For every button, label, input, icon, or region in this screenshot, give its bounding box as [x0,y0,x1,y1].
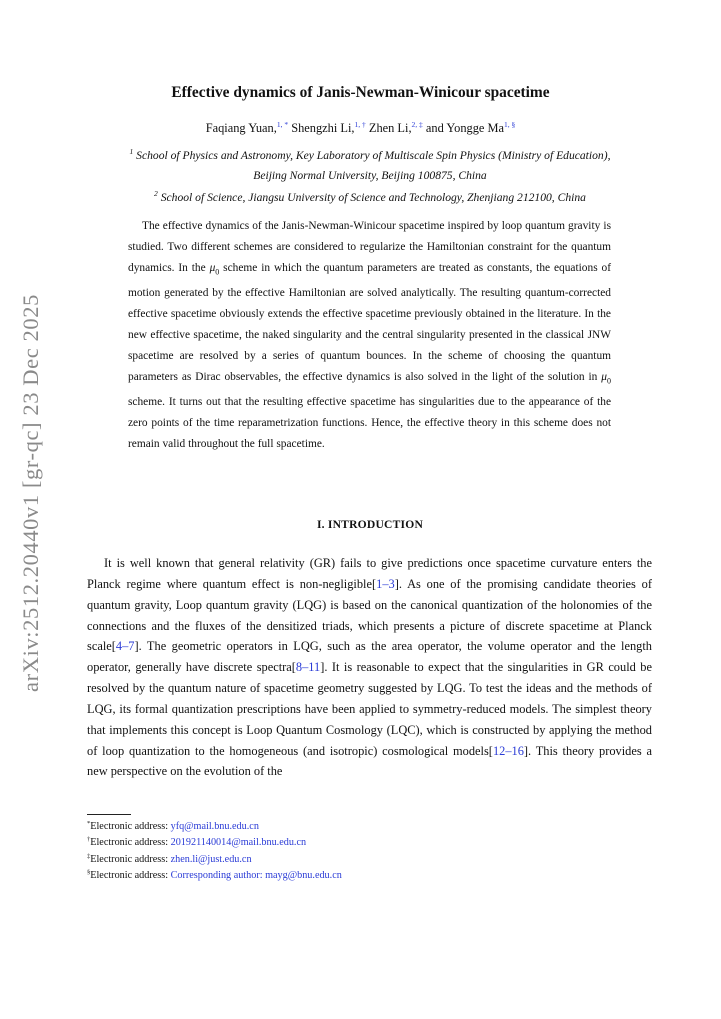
email-link[interactable]: 201921140014@mail.bnu.edu.cn [170,837,307,849]
author-affil-mark[interactable]: 2, ‡ [411,120,423,129]
author-affil-mark[interactable]: 1, † [354,120,366,129]
abstract-text: scheme in which the quantum parameters are treated as constants, the equations of motion generated by the effective Hamiltonian are solved analytically. The resulting quantum-corrected effective spacetime obviously extends the effective spacetime previously obtained in the literature. In the new effective spacetime, the naked singularity and the central singularity presented in the classical JNW spacetime are resolved by a series of quantum bounces. In the scheme of choosing the quantum parameters as Dirac observables, the effective dynamics is also solved in the light of the solution in [128,261,612,383]
abstract-text: The effective dynamics of the Janis-Newman-Winicour spacetime inspired by loop quantum gravity is studied. Two different schemes are considered to regularize the Hamiltonian constraint for the quantum dynamics. In the [128,220,611,274]
email-link[interactable]: zhen.li@just.edu.cn [170,853,252,865]
author-name: Zhen Li, [368,121,412,135]
math-subscript: 0 [607,375,611,385]
abstract-text: scheme. It turns out that the resulting effective spacetime has singularities due to the appearance of the zero points of the time reparametrization functions. Hence, the effective theory in this scheme does not remain valid throughout the full spacetime. [128,395,611,450]
body-text: ]. This theory provides a new perspective on the evolution of the [87,743,652,779]
author-affil-mark[interactable]: 1, * [276,120,289,129]
author-list [0,121,721,136]
footnote-label: Electronic address: [90,869,171,881]
introduction-paragraph [87,553,652,782]
author-name: and Yongge Ma [425,121,505,135]
citation-link[interactable]: 8–11 [295,660,321,675]
footnote-mark: ‡ [87,852,91,860]
footnote-mark: † [87,836,91,844]
author-affil-mark[interactable]: 1, § [504,120,516,129]
body-text: ]. It is reasonable to expect that the singularities in GR could be resolved by the quantum nature of spacetime geometry suggested by LQG. To test the ideas and the methods of LQG, its formal quantization prescriptions have been applied to symmetry-reduced models. The simplest theory that implements this concept is Loop Quantum Cosmology (LQC), which is constructed by applying the method of loop quantization to the homogeneous (and isotropic) cosmological models[ [87,660,652,758]
math-mu: μ [601,370,607,383]
arxiv-identifier: arXiv:2512.20440v1 [gr-qc] 23 Dec 2025 [18,294,43,692]
citation-link[interactable]: 12–16 [492,743,524,758]
footnote-label: Electronic address: [90,837,171,849]
footnote [87,819,342,835]
math-subscript: 0 [215,267,220,277]
author-name: Shengzhi Li, [291,121,355,135]
footnote-label: Electronic address: [90,821,171,832]
body-text: It is well known that general relativity (GR) fails to give predictions once spacetime curvature enters the Planck regime where quantum effect is non-negligible[ [87,556,652,591]
email-link[interactable]: Corresponding author: mayg@bnu.edu.cn [170,869,342,881]
affiliation-1 [0,146,721,186]
affiliation-number: 2 [154,189,158,198]
footnote-mark: * [87,820,91,827]
footnote-label: Electronic address: [90,853,171,865]
footnote-rule [87,814,131,815]
footnote [87,852,342,868]
footnote [87,868,342,884]
affiliation-2 [0,188,721,208]
citation-link[interactable]: 1–3 [376,576,395,591]
section-heading: I. INTRODUCTION [316,518,424,531]
affiliation-line: Beijing Normal University, Beijing 100875, China [253,169,487,182]
affiliation-line: School of Science, Jiangsu University of Science and Technology, Zhenjiang 212100, China [160,191,586,204]
affiliation-line: School of Physics and Astronomy, Key Laboratory of Multiscale Spin Physics (Ministry of Education), [136,149,611,162]
paper-title: Effective dynamics of Janis-Newman-Winicour spacetime [171,84,550,101]
abstract [128,216,611,455]
body-text: ]. The geometric operators in LQG, such as the area operator, the volume operator and the length operator, generally have discrete spectra[ [87,639,652,675]
author-name: Faqiang Yuan, [205,121,277,135]
affiliation-number: 1 [129,147,134,156]
citation-link[interactable]: 4–7 [115,639,135,654]
footnotes [87,819,342,884]
math-mu: μ [209,261,216,274]
footnote [87,835,342,851]
footnote-mark: § [87,868,91,876]
body-text: ]. As one of the promising candidate theories of quantum gravity, Loop quantum gravity (LQG) is based on the canonical quantization of the holonomies of the connections and the fluxes of the densitized triads, which presents a picture of discrete spacetime at Planck scale[ [87,576,652,654]
email-link[interactable]: yfq@mail.bnu.edu.cn [170,821,259,832]
